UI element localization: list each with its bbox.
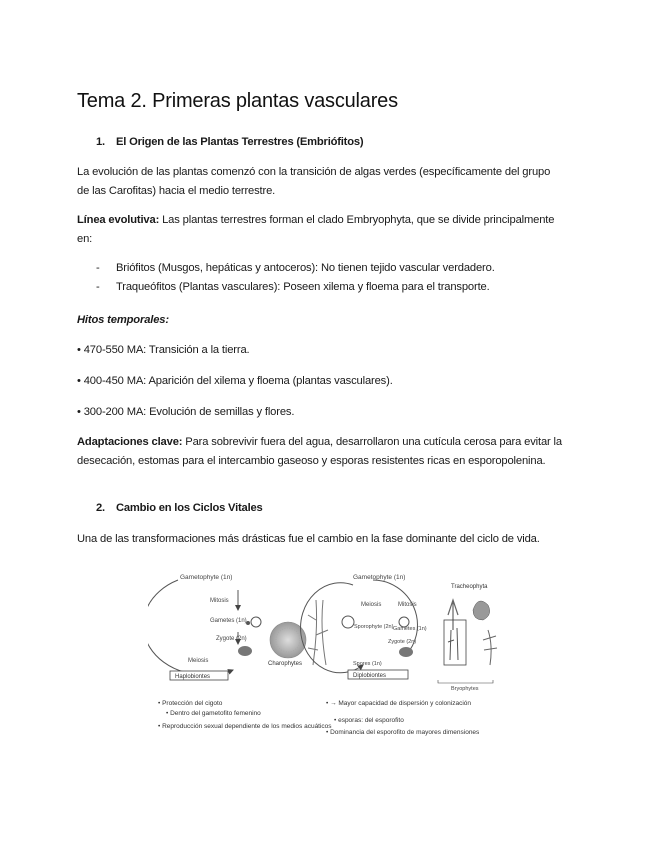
linea-evolutiva-label: Línea evolutiva: <box>77 214 160 226</box>
note-item: • Reproducción sexual dependiente de los medios acuáticos <box>158 723 332 730</box>
section-1-heading <box>96 136 363 148</box>
page-title: Tema 2. Primeras plantas vasculares <box>77 90 398 112</box>
life-cycle-diagram <box>148 570 518 745</box>
left-gametophyte-label: Gametophyte (1n) <box>180 574 233 581</box>
left-cycle <box>148 574 261 680</box>
note-item: • Dentro del gametofito femenino <box>166 710 261 717</box>
charophyte-illustration <box>268 600 328 667</box>
section-1-intro: La evolución de las plantas comenzó con la transición de algas verdes (específicamente del grupo de las Carofitas) hacia el medio terrestre. <box>77 166 551 197</box>
left-mitosis-label: Mitosis <box>210 598 229 604</box>
chara-icon <box>308 600 328 665</box>
section-2-intro: Una de las transformaciones más drásticas fue el cambio en la fase dominante del ciclo de vida. <box>77 533 540 545</box>
adaptaciones-paragraph <box>77 433 562 471</box>
hito-item: • 300-200 MA: Evolución de semillas y flores. <box>77 406 295 418</box>
plant-illustrations <box>438 584 497 692</box>
right-cycle <box>301 574 427 679</box>
note-item: • Protección del cigoto <box>158 700 223 707</box>
left-notes <box>158 700 332 730</box>
adaptaciones-text: Para sobrevivir fuera del agua, desarrollaron una cutícula cerosa para evitar la desecación, estomas para el intercambio gaseoso y esporas resistentes ricas en esporopolenina. <box>77 436 562 467</box>
plant-icon <box>483 630 497 665</box>
list-dash: - <box>96 262 100 274</box>
left-meiosis-label: Meiosis <box>188 658 209 664</box>
moss-icon <box>448 628 458 660</box>
right-gametes-label: Gametes (1n) <box>393 626 427 632</box>
leaf-icon <box>473 601 490 620</box>
bracket <box>438 680 493 683</box>
haplobiontes-label: Haplobiontes <box>175 674 211 680</box>
bryophyte-box <box>444 620 466 665</box>
bryophyte-label: Bryophytes <box>451 686 479 692</box>
zygote-shape <box>238 646 252 656</box>
right-mitosis-label: Mitosis <box>398 602 417 608</box>
section-2-number: 2. <box>96 502 105 514</box>
note-item: • → Mayor capacidad de dispersión y colonización <box>326 700 471 707</box>
linea-evolutiva-text: Las plantas terrestres forman el clado Embryophyta, que se divide principalmente en: <box>77 214 555 245</box>
right-spores-label: Spores (1n) <box>353 661 382 667</box>
zygote-shape <box>399 647 413 657</box>
life-cycle-figure <box>148 570 518 745</box>
left-zygote-label: Zygote (2n) <box>216 636 247 642</box>
list-item <box>96 281 490 293</box>
linea-evolutiva-paragraph <box>77 211 562 249</box>
hitos-label: Hitos temporales: <box>77 314 169 326</box>
right-meiosis-label: Meiosis <box>361 602 382 608</box>
section-2-title: Cambio en los Ciclos Vitales <box>116 502 263 514</box>
left-gametes-label: Gametes (1n) <box>210 618 247 624</box>
right-notes <box>326 700 480 736</box>
adaptaciones-label: Adaptaciones clave: <box>77 436 183 448</box>
tracheophyta-label: Tracheophyta <box>451 584 488 590</box>
charophytes-label: Charophytes <box>268 661 303 667</box>
list-dash: - <box>96 281 100 293</box>
list-item <box>96 262 495 274</box>
section-1-number: 1. <box>96 136 105 148</box>
note-item: • Dominancia del esporofito de mayores dimensiones <box>326 729 480 736</box>
hito-item: • 470-550 MA: Transición a la tierra. <box>77 344 250 356</box>
list-item-text: Traqueófitos (Plantas vasculares): Poseen xilema y floema para el transporte. <box>116 281 490 293</box>
spore-circle <box>342 616 354 628</box>
right-sporophyte-label: Sporophyte (2n) <box>354 624 394 630</box>
note-item: • esporas: del esporofito <box>334 717 404 724</box>
section-1-title: El Origen de las Plantas Terrestres (Embriófitos) <box>116 136 364 148</box>
right-gametophyte-label: Gametophyte (1n) <box>353 574 406 581</box>
diplobiontes-label: Diplobiontes <box>353 673 387 679</box>
list-item-text: Briófitos (Musgos, hepáticas y antoceros): No tienen tejido vascular verdadero. <box>116 262 495 274</box>
section-2-heading <box>96 502 263 514</box>
right-zygote-label: Zygote (2n) <box>388 639 417 645</box>
fern-icon <box>448 600 458 630</box>
gamete-circle <box>251 617 261 627</box>
hito-item: • 400-450 MA: Aparición del xilema y floema (plantas vasculares). <box>77 375 393 387</box>
